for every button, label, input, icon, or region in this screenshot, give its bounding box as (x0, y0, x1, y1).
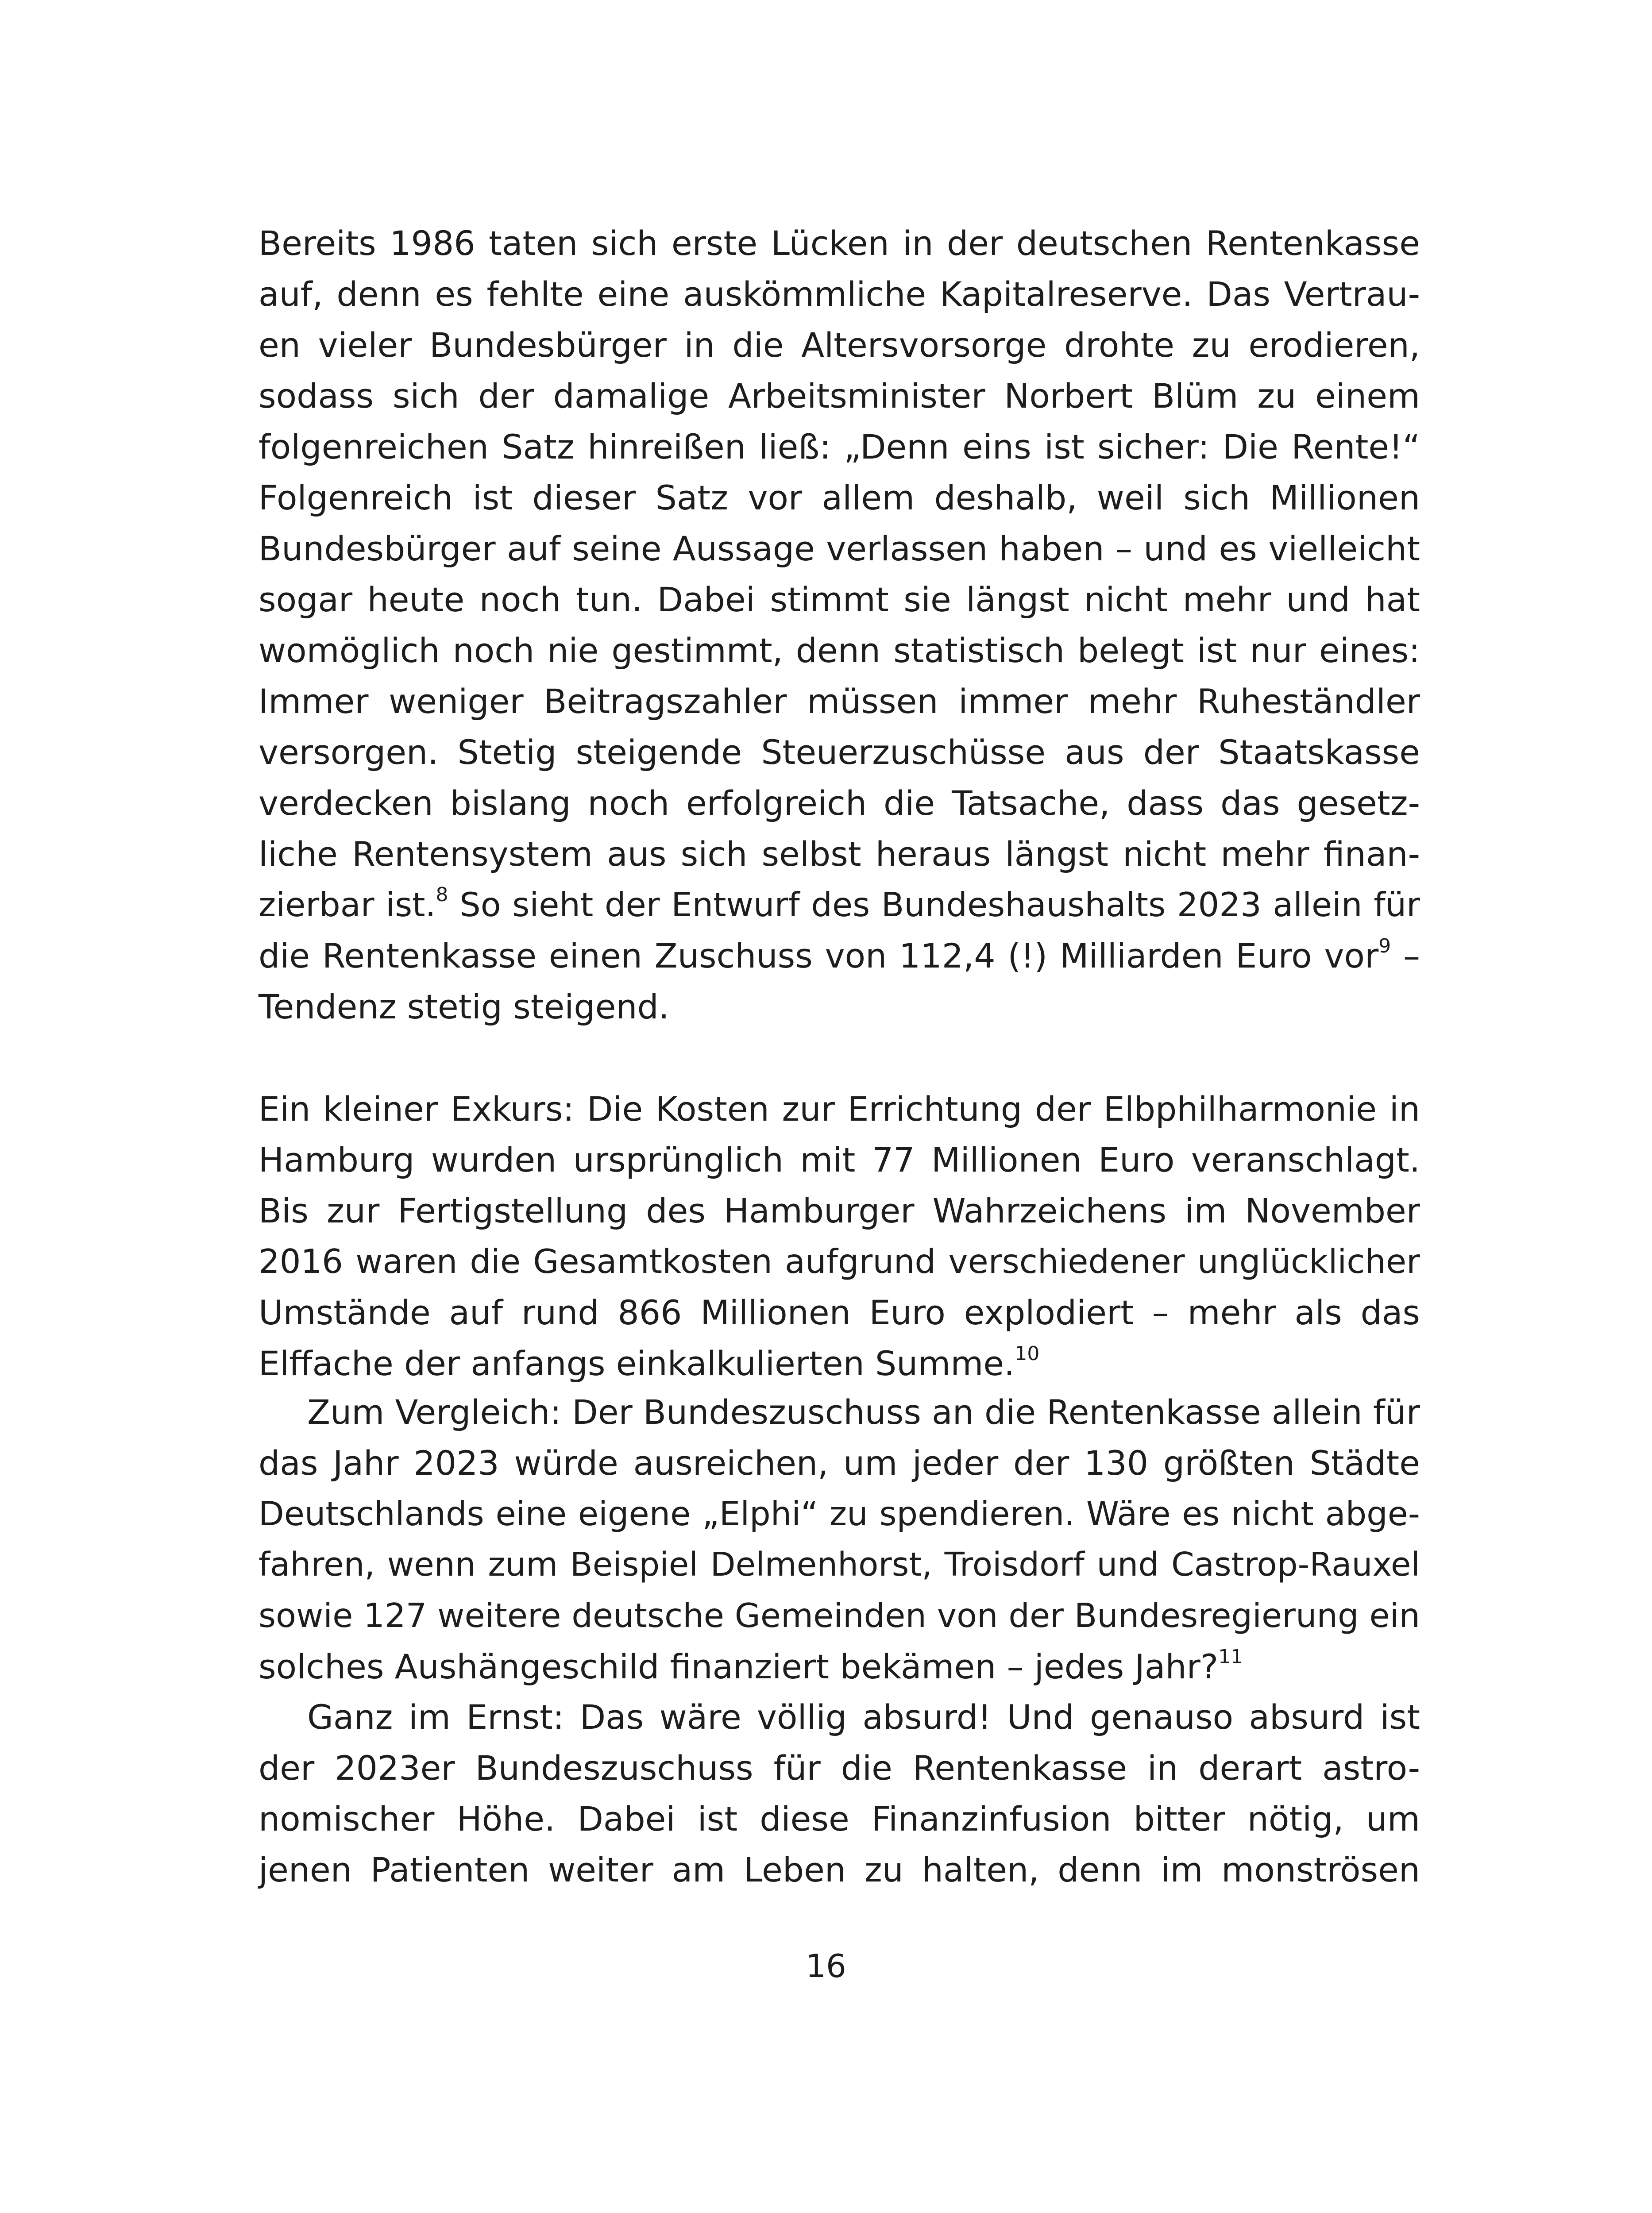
text-line: der 2023er Bundeszuschuss für die Rentenkasse in derart astro- (259, 1748, 1420, 1788)
text-segment: zierbar ist. (259, 885, 436, 924)
text-line: Deutschlands eine eigene „Elphi“ zu spendieren. Wäre es nicht abge- (259, 1494, 1420, 1533)
text-line: Hamburg wurden ursprünglich mit 77 Millionen Euro veranschlagt. (259, 1140, 1420, 1180)
text-segment: solches Aushängeschild finanziert bekämen – jedes Jahr? (259, 1647, 1219, 1686)
paragraph-vergleich (259, 1387, 1420, 1692)
text-line: Folgenreich ist dieser Satz vor allem deshalb, weil sich Millionen (259, 478, 1420, 517)
text-segment: die Rentenkasse einen Zuschuss von 112,4 (!) Milliarden Euro vor (259, 936, 1379, 975)
text-line: womöglich noch nie gestimmt, denn statistisch belegt ist nur eines: (259, 631, 1420, 670)
text-line: versorgen. Stetig steigende Steuerzuschüsse aus der Staatskasse (259, 733, 1420, 772)
text-line: auf, denn es fehlte eine auskömmliche Kapitalreserve. Das Vertrau- (259, 274, 1420, 314)
text-line: Zum Vergleich: Der Bundeszuschuss an die Rentenkasse allein für (307, 1392, 1420, 1432)
paragraph-rentenkasse (259, 218, 1420, 1032)
text-line: Bereits 1986 taten sich erste Lücken in der deutschen Rentenkasse (259, 224, 1420, 263)
footnote-ref-9[interactable]: 9 (1378, 934, 1391, 957)
text-segment: – (1391, 936, 1420, 975)
footnote-ref-8[interactable]: 8 (436, 883, 448, 906)
text-line: nomischer Höhe. Dabei ist diese Finanzinfusion bitter nötig, um (259, 1799, 1420, 1839)
paragraph-elbphilharmonie (259, 1083, 1420, 1389)
text-segment: So sieht der Entwurf des Bundeshaushalts 2023 allein für (448, 885, 1420, 924)
text-segment: Elffache der anfangs einkalkulierten Summe. (259, 1344, 1015, 1383)
text-line: folgenreichen Satz hinreißen ließ: „Denn eins ist sicher: Die Rente!“ (259, 427, 1420, 467)
text-line: sogar heute noch tun. Dabei stimmt sie längst nicht mehr und hat (259, 580, 1420, 619)
text-line: Bundesbürger auf seine Aussage verlassen haben – und es vielleicht (259, 529, 1420, 568)
footnote-ref-11[interactable]: 11 (1218, 1645, 1243, 1668)
text-line: fahren, wenn zum Beispiel Delmenhorst, Troisdorf und Castrop-Rauxel (259, 1546, 1420, 1584)
text-line (259, 930, 1420, 981)
text-line: 2016 waren die Gesamtkosten aufgrund verschiedener unglücklicher (259, 1242, 1420, 1281)
text-line: das Jahr 2023 würde ausreichen, um jeder der 130 größten Städte (259, 1443, 1420, 1483)
text-line: jenen Patienten weiter am Leben zu halten, denn im monströsen (259, 1850, 1420, 1889)
text-line: liche Rentensystem aus sich selbst heraus längst nicht mehr finan- (259, 834, 1420, 874)
text-line: Immer weniger Beitragszahler müssen immer mehr Ruheständler (259, 682, 1420, 721)
text-line: en vieler Bundesbürger in die Altersvorsorge drohte zu erodieren, (259, 325, 1420, 365)
footnote-ref-10[interactable]: 10 (1015, 1342, 1040, 1365)
paragraph-ernst (259, 1692, 1420, 1895)
text-line: sodass sich der damalige Arbeitsminister Norbert Blüm zu einem (259, 376, 1420, 416)
text-line: Ein kleiner Exkurs: Die Kosten zur Errichtung der Elbphilharmonie in (259, 1089, 1420, 1129)
text-line: sowie 127 weitere deutsche Gemeinden von der Bundesregierung ein (259, 1596, 1420, 1635)
text-line (259, 879, 1420, 930)
text-line: verdecken bislang noch erfolgreich die Tatsache, dass das gesetz- (259, 783, 1420, 823)
text-line (259, 1641, 1420, 1692)
page-number: 16 (806, 1947, 846, 1985)
text-line: Tendenz stetig steigend. (259, 987, 669, 1026)
text-line: Umstände auf rund 866 Millionen Euro explodiert – mehr als das (259, 1293, 1420, 1332)
text-line: Bis zur Fertigstellung des Hamburger Wahrzeichens im November (259, 1191, 1420, 1230)
text-line (259, 1338, 1420, 1389)
text-line: Ganz im Ernst: Das wäre völlig absurd! Und genauso absurd ist (307, 1697, 1420, 1737)
